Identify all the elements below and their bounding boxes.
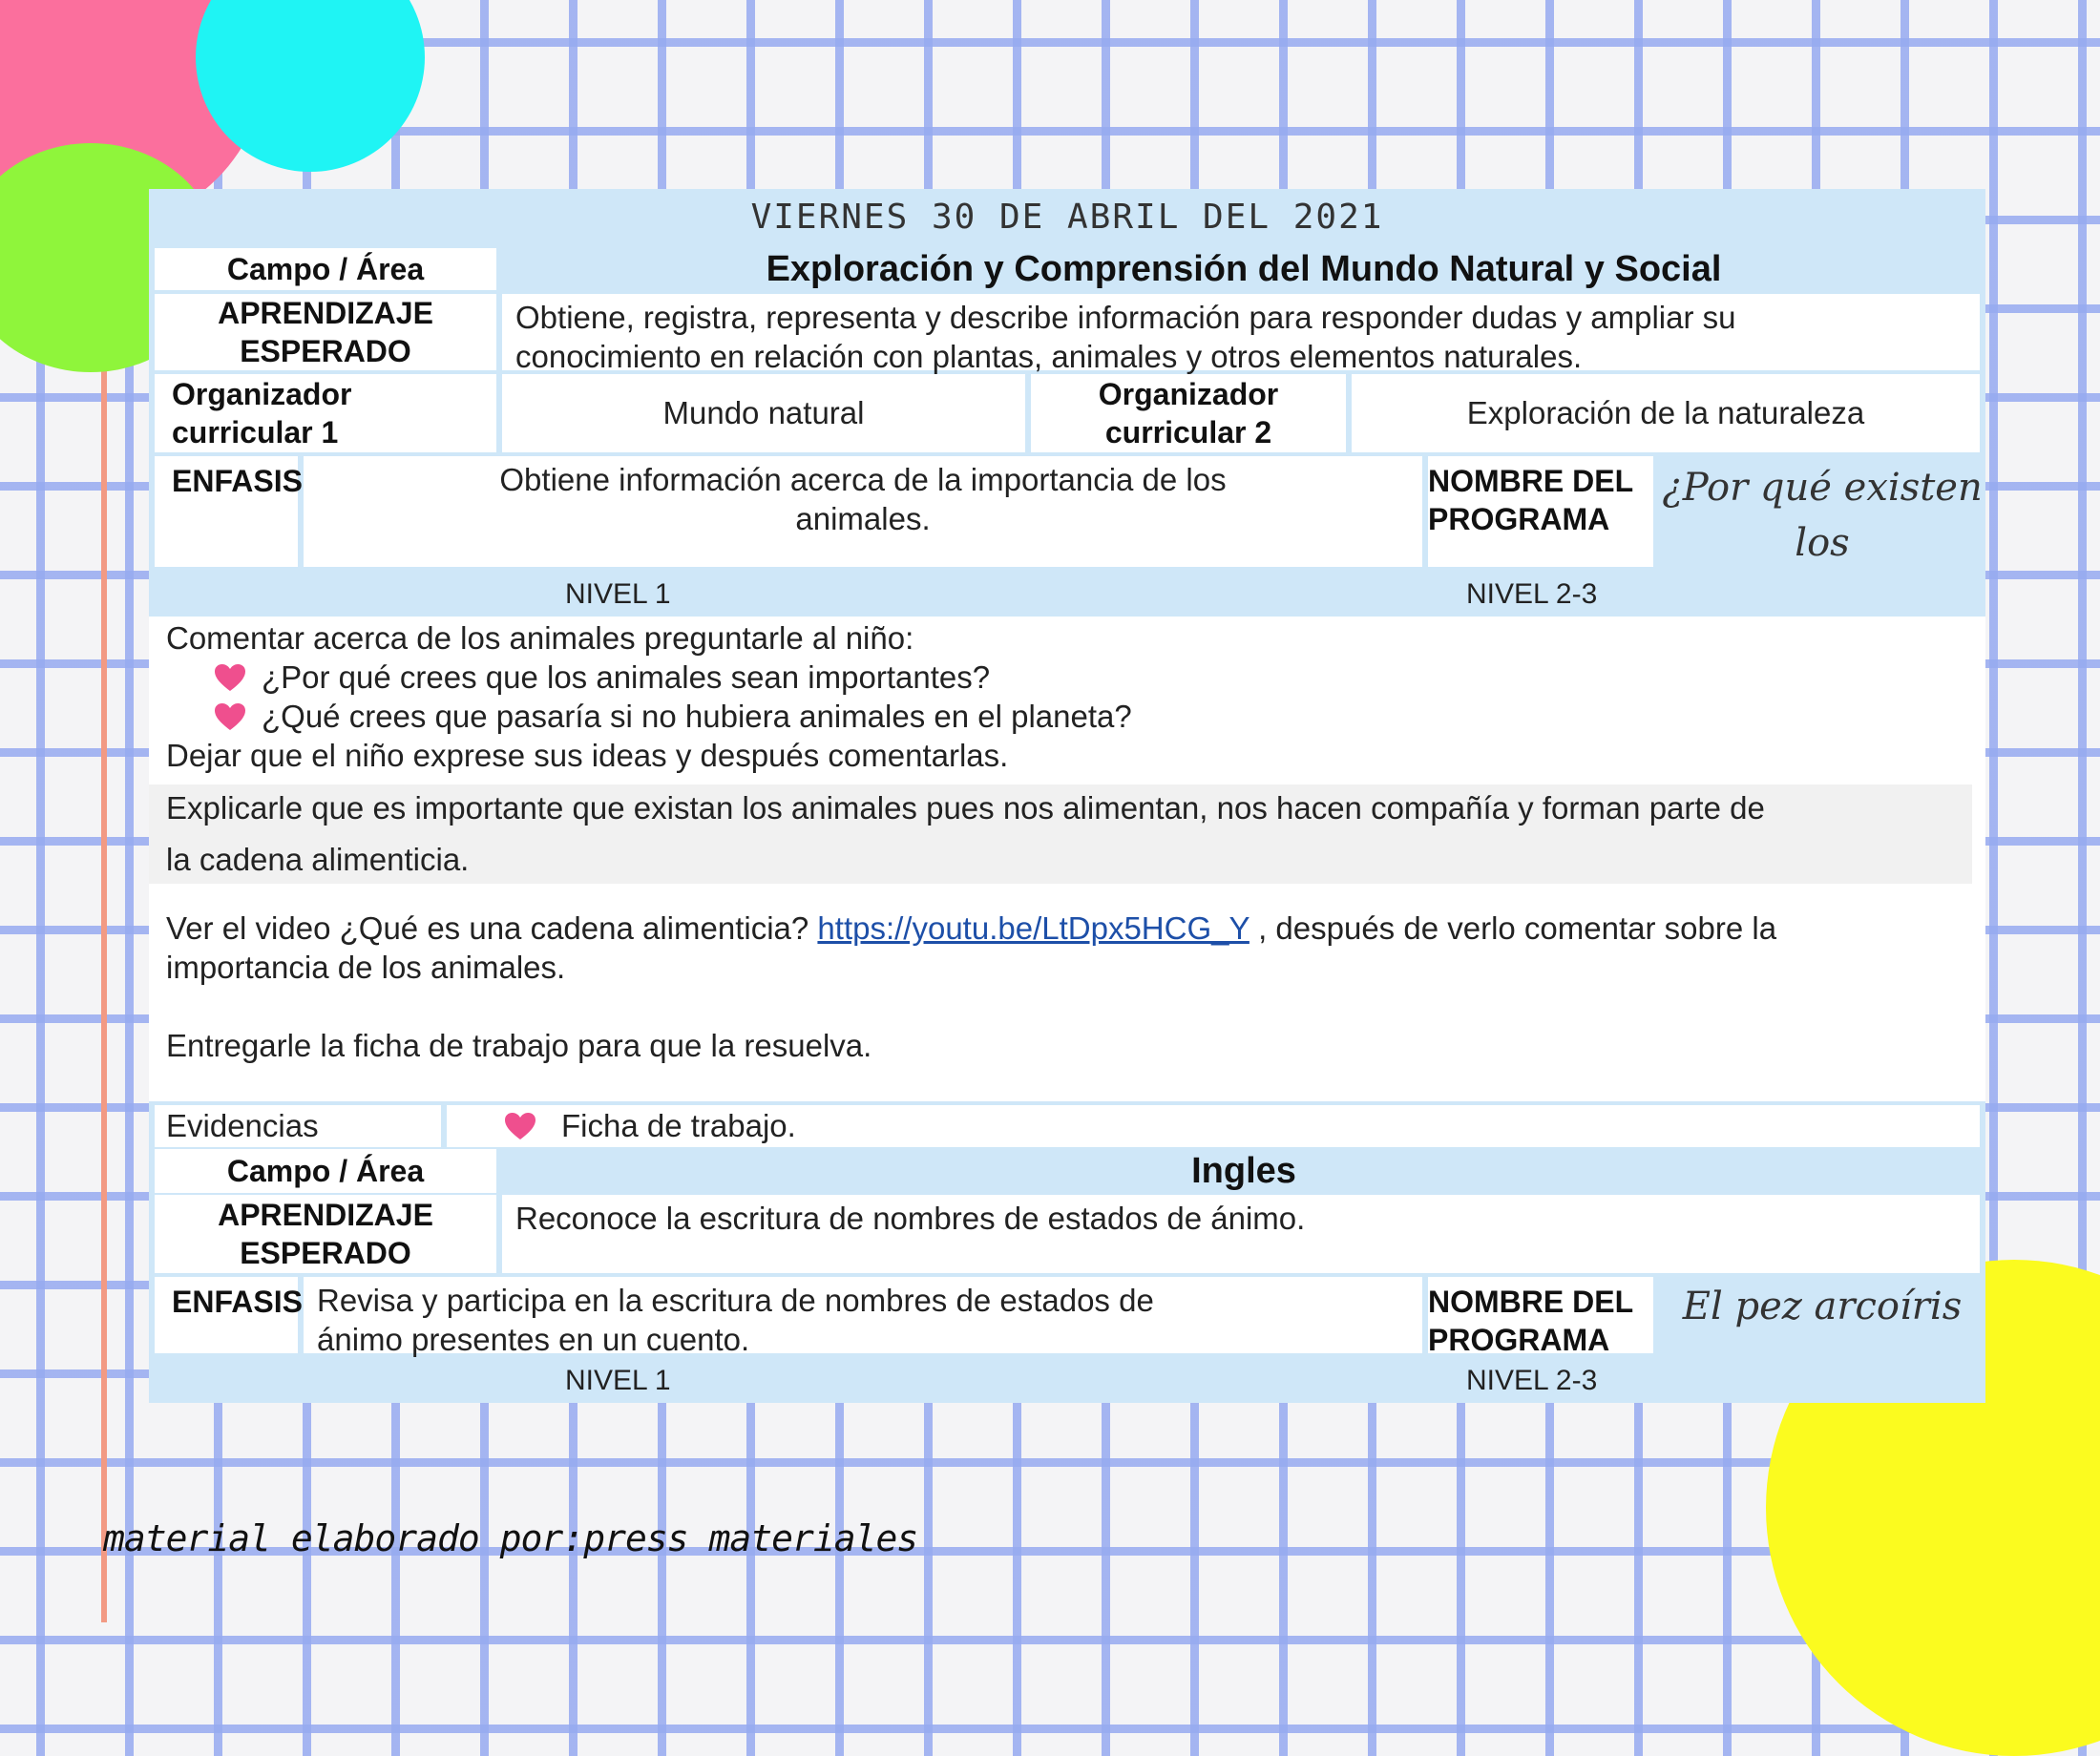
org2-label-line-2: curricular 2 xyxy=(1104,415,1272,449)
org1-label-line-2: curricular 1 xyxy=(172,415,339,449)
evidencias-row xyxy=(149,1101,1985,1147)
org2-value: Exploración de la naturaleza xyxy=(1352,374,1980,452)
campo-value-2: Ingles xyxy=(1191,1150,1296,1191)
programa-value-2: El pez arcoíris xyxy=(1682,1285,1963,1328)
video-text-before: Ver el video ¿Qué es una cadena alimenticia? xyxy=(166,910,809,946)
programa-value xyxy=(1659,456,1985,571)
campo-label: Campo / Área xyxy=(155,248,496,290)
evidencias-label: Evidencias xyxy=(155,1105,441,1147)
video-text-after: , después de verlo comentar sobre la xyxy=(1258,910,1777,946)
evidencias-text: Ficha de trabajo. xyxy=(561,1108,796,1144)
aprendizaje-label xyxy=(155,294,496,370)
activity-intro: Comentar acerca de los animales preguntarle al niño: xyxy=(166,620,914,656)
footer-credit: material elaborado por:press materiales xyxy=(103,1517,918,1559)
nivel-1-label-2: NIVEL 1 xyxy=(565,1365,671,1396)
organizadores-row xyxy=(149,374,1985,456)
campo-row-2 xyxy=(149,1147,1985,1195)
heart-bullet-icon xyxy=(504,1112,536,1140)
aprendizaje-line-2: conocimiento en relación con plantas, animales y otros elementos naturales. xyxy=(515,339,1583,375)
enfasis-row xyxy=(149,456,1985,571)
org2-label-line-1: Organizador xyxy=(1098,377,1279,411)
enfasis-2-line-1: Revisa y participa en la escritura de nombres de estados de xyxy=(317,1283,1154,1318)
programa-label xyxy=(1428,456,1653,567)
activity-explain-line-2: la cadena alimenticia. xyxy=(166,842,470,877)
date-heading: VIERNES 30 DE ABRIL DEL 2021 xyxy=(750,197,1384,237)
enfasis-value-2 xyxy=(304,1277,1422,1358)
org1-value: Mundo natural xyxy=(502,374,1025,452)
programa-label-line-2: PROGRAMA xyxy=(1428,502,1610,536)
video-link[interactable]: https://youtu.be/LtDpx5HCG_Y xyxy=(817,910,1250,946)
aprendizaje-label-line-2: ESPERADO xyxy=(240,334,411,368)
enfasis-label: ENFASIS xyxy=(155,456,298,567)
campo-row xyxy=(149,244,1985,294)
heart-bullet-icon xyxy=(214,702,246,731)
aprendizaje-line-1: Obtiene, registra, representa y describe información para responder dudas y ampliar su xyxy=(515,300,1736,335)
campo-value: Exploración y Comprensión del Mundo Natural y Social xyxy=(766,248,1722,289)
activity-question-1-text: ¿Por qué crees que los animales sean importantes? xyxy=(262,659,991,695)
activity-ficha: Entregarle la ficha de trabajo para que la resuelva. xyxy=(166,1028,872,1063)
planning-sheet xyxy=(149,189,1985,1403)
org1-label-line-1: Organizador xyxy=(172,377,352,411)
activity-question-2-text: ¿Qué crees que pasaría si no hubiera animales en el planeta? xyxy=(262,699,1132,734)
campo-label-2: Campo / Área xyxy=(155,1149,496,1193)
enfasis-label-2: ENFASIS xyxy=(155,1277,298,1353)
programa-label-line-1: NOMBRE DEL xyxy=(1428,464,1634,498)
org1-label xyxy=(155,374,496,452)
aprendizaje-2-label-line-1: APRENDIZAJE xyxy=(218,1198,433,1232)
nivel-23-label: NIVEL 2-3 xyxy=(1466,578,1598,610)
aprendizaje-label-2 xyxy=(155,1195,496,1273)
date-row xyxy=(149,189,1985,244)
heart-bullet-icon xyxy=(214,663,246,692)
programa-line-1: ¿Por qué existen los xyxy=(1662,466,1983,565)
evidencias-value xyxy=(447,1105,1980,1147)
aprendizaje-2-label-line-2: ESPERADO xyxy=(240,1236,411,1270)
aprendizaje-row xyxy=(149,294,1985,374)
aprendizaje-value xyxy=(502,294,1980,375)
enfasis-2-line-2: ánimo presentes en un cuento. xyxy=(317,1322,750,1358)
enfasis-line-1: Obtiene información acerca de la importancia de los xyxy=(499,462,1227,497)
activity-video-line xyxy=(166,909,1776,948)
org2-label xyxy=(1031,374,1346,452)
enfasis-value xyxy=(304,456,1422,567)
activity-question-1 xyxy=(166,658,990,697)
enfasis-row-2 xyxy=(149,1277,1985,1357)
nivel-row-2 xyxy=(149,1357,1985,1403)
programa-2-label-line-2: PROGRAMA xyxy=(1428,1323,1610,1357)
nivel-1-label: NIVEL 1 xyxy=(565,578,671,610)
enfasis-line-2: animales. xyxy=(795,501,931,537)
activity-question-2 xyxy=(166,697,1132,736)
programa-label-2 xyxy=(1428,1277,1653,1357)
programa-2-label-line-1: NOMBRE DEL xyxy=(1428,1285,1634,1319)
aprendizaje-row-2 xyxy=(149,1195,1985,1277)
activity-video-line-2: importancia de los animales. xyxy=(166,950,566,985)
aprendizaje-label-line-1: APRENDIZAJE xyxy=(218,296,433,330)
activity-after: Dejar que el niño exprese sus ideas y después comentarlas. xyxy=(166,738,1009,773)
nivel-row xyxy=(149,571,1985,617)
activity-explain-line-1: Explicarle que es importante que existan los animales pues nos alimentan, nos hacen compañía y forman parte de xyxy=(166,790,1765,826)
nivel-23-label-2: NIVEL 2-3 xyxy=(1466,1365,1598,1396)
aprendizaje-value-2: Reconoce la escritura de nombres de estados de ánimo. xyxy=(502,1195,1980,1273)
